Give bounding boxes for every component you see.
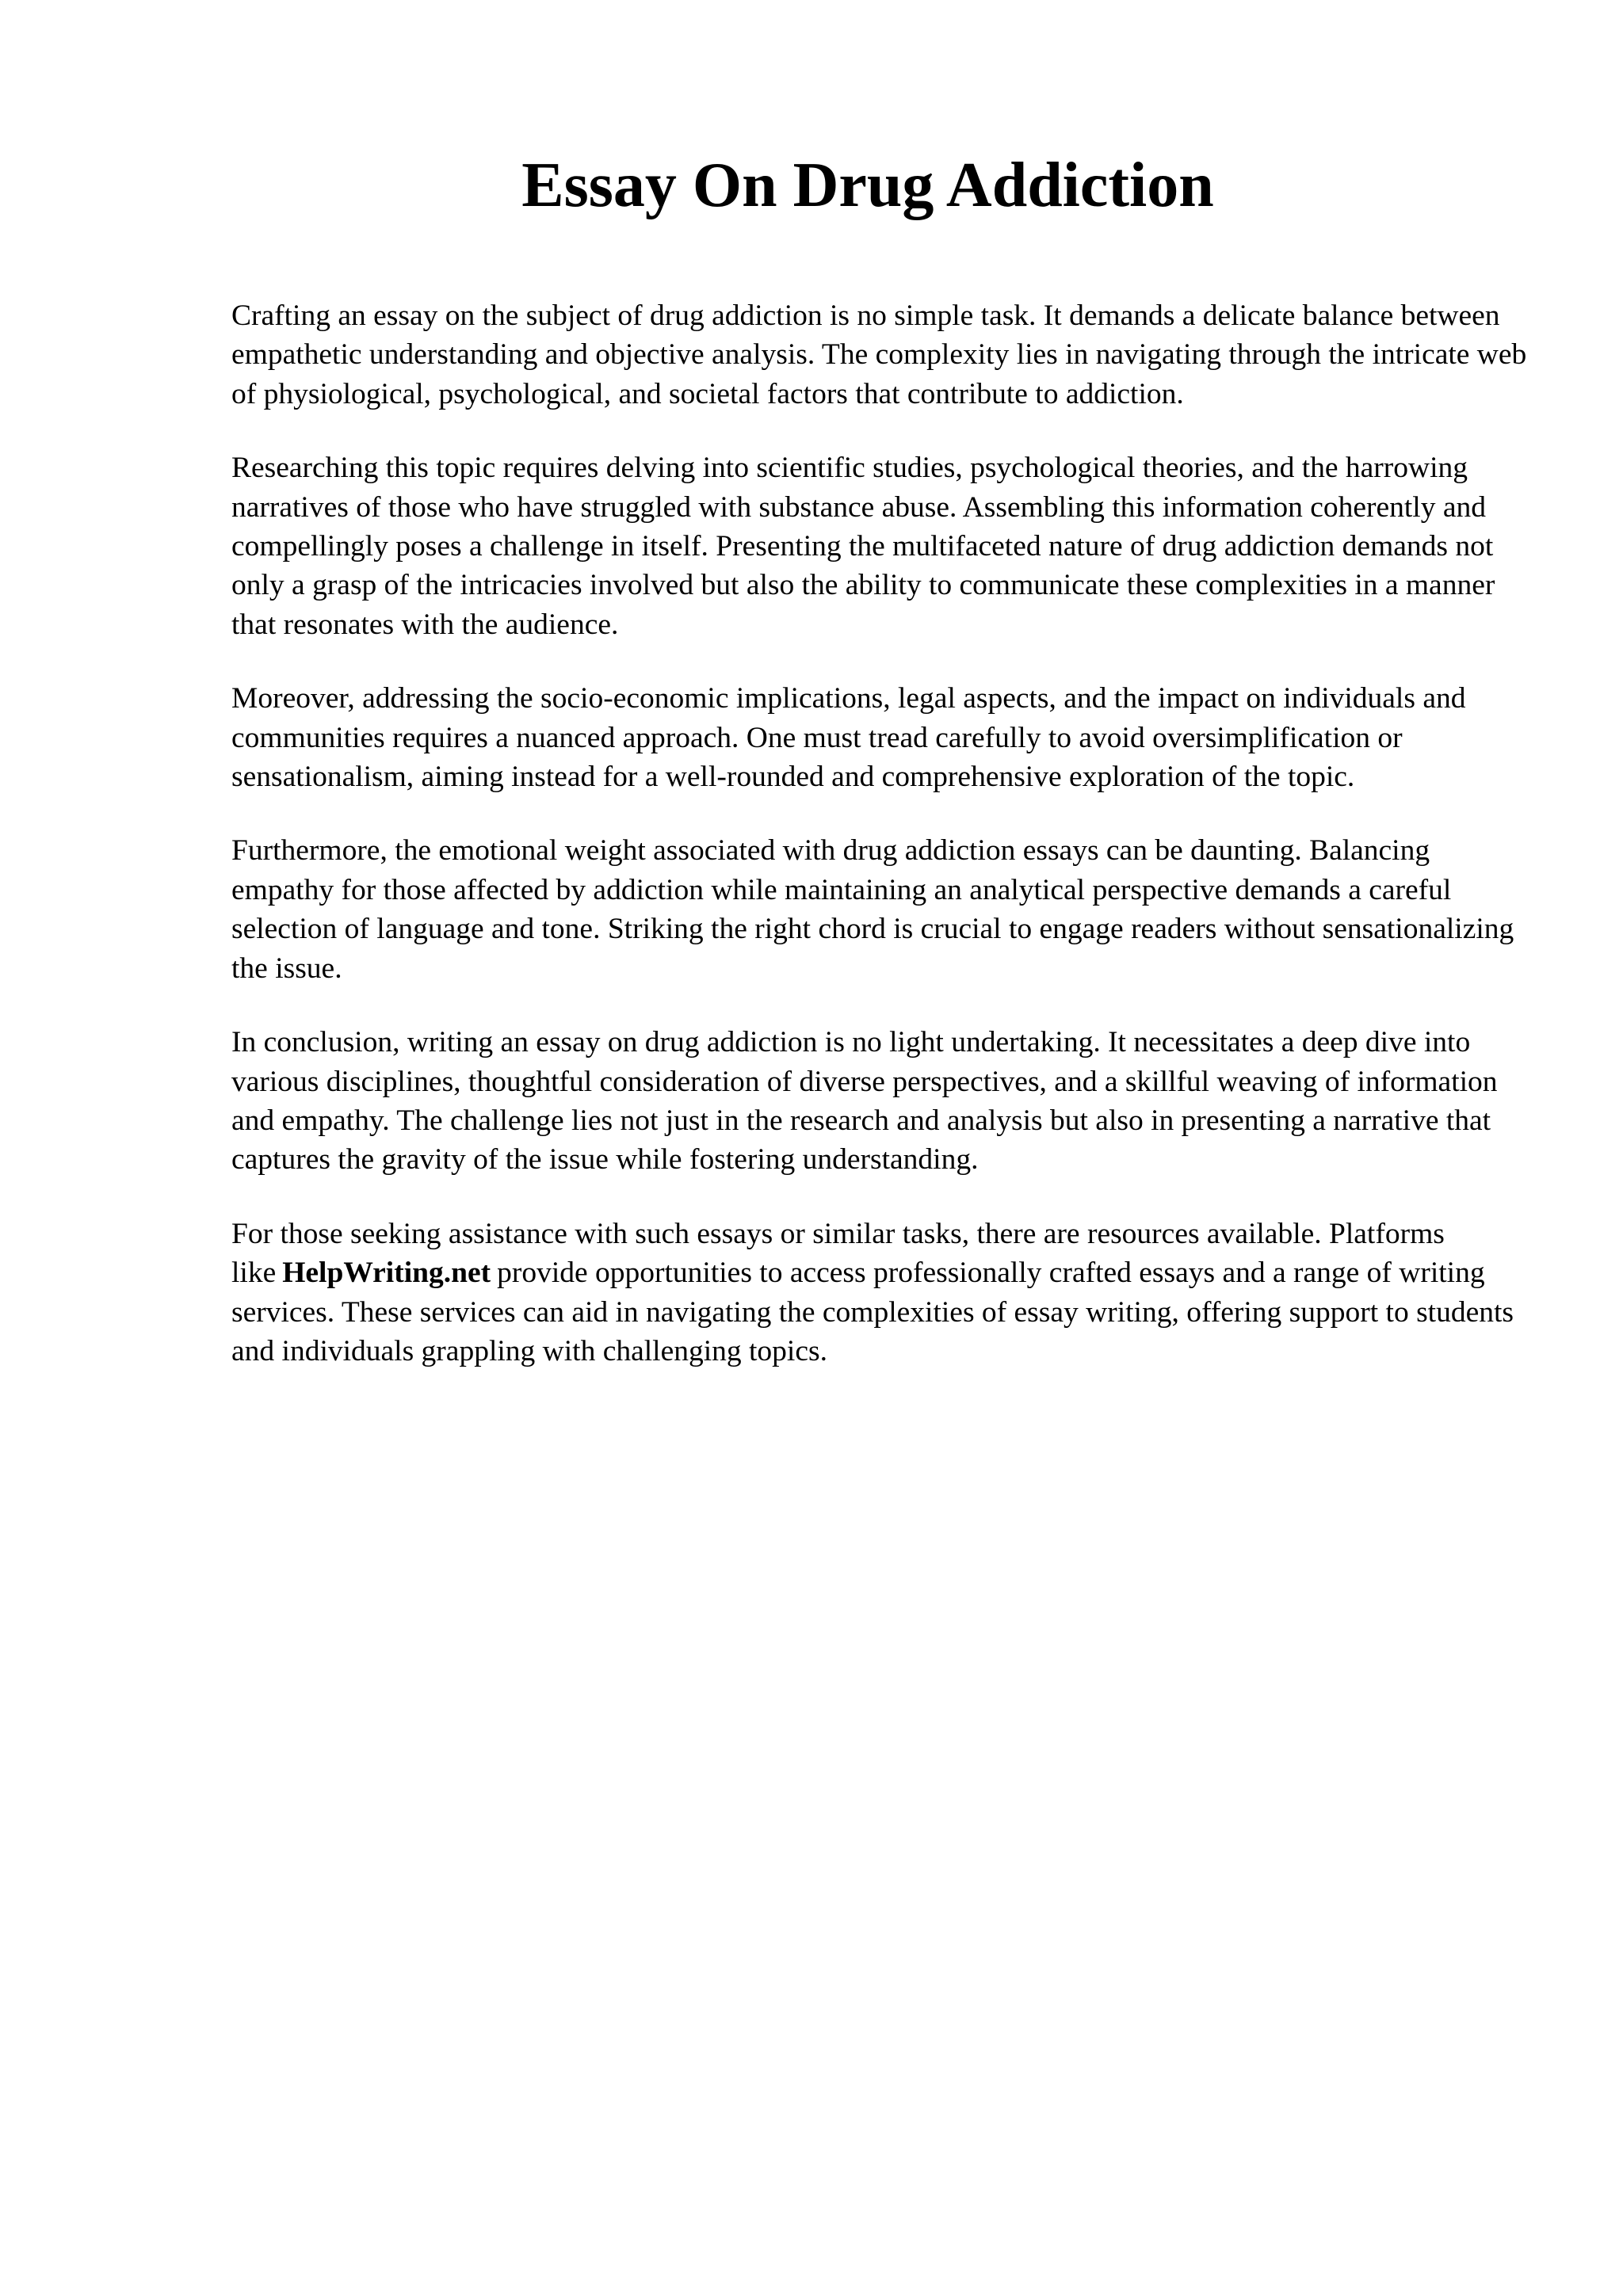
paragraph-4: Furthermore, the emotional weight associated with drug addiction essays can be daunting. Balancing empathy for those affected by addiction while maintaining an analytical perspective demands a careful selection of language and tone. Striking the right chord is crucial to engage readers without sensationalizing the issue.: [231, 834, 1514, 985]
paragraph-6-text-after: provide opportunities to access professionally crafted essays and a range of writing services. These services can aid in navigating the complexities of essay writing, offering support to students and individuals grappling with challenging topics.: [231, 1257, 1514, 1367]
paragraph-5: In conclusion, writing an essay on drug addiction is no light undertaking. It necessitates a deep dive into various disciplines, thoughtful consideration of diverse perspectives, and a skillful weaving of information and empathy. The challenge lies not just in the research and analysis but also in presenting a narrative that captures the gravity of the issue while fostering understanding.: [231, 1026, 1498, 1177]
paragraph-1: Crafting an essay on the subject of drug addiction is no simple task. It demands a delicate balance between empathetic understanding and objective analysis. The complexity lies in navigating through the intricate web of physiological, psychological, and societal factors that contribute to addiction.: [231, 299, 1527, 410]
document-title: Essay On Drug Addiction: [521, 151, 1214, 220]
paragraph-6: [231, 1215, 1539, 1371]
document-body: [231, 296, 1539, 1405]
paragraph-2: Researching this topic requires delving into scientific studies, psychological theories, and the harrowing narratives of those who have struggled with substance abuse. Assembling this information coherently and compellingly poses a challenge in itself. Presenting the multifaceted nature of drug addiction demands not only a grasp of the intricacies involved but also the ability to communicate these complexities in a manner that resonates with the audience.: [231, 452, 1495, 641]
paragraph-3: Moreover, addressing the socio-economic implications, legal aspects, and the impact on individuals and communities requires a nuanced approach. One must tread carefully to avoid oversimplification or sensationalism, aiming instead for a well-rounded and comprehensive exploration of the topic.: [231, 682, 1466, 794]
brand-name: HelpWriting.net: [282, 1257, 491, 1290]
paragraph-6-text-before: For those seeking assistance with such essays or similar tasks, there are resources available. Platforms like: [231, 1217, 1445, 1290]
